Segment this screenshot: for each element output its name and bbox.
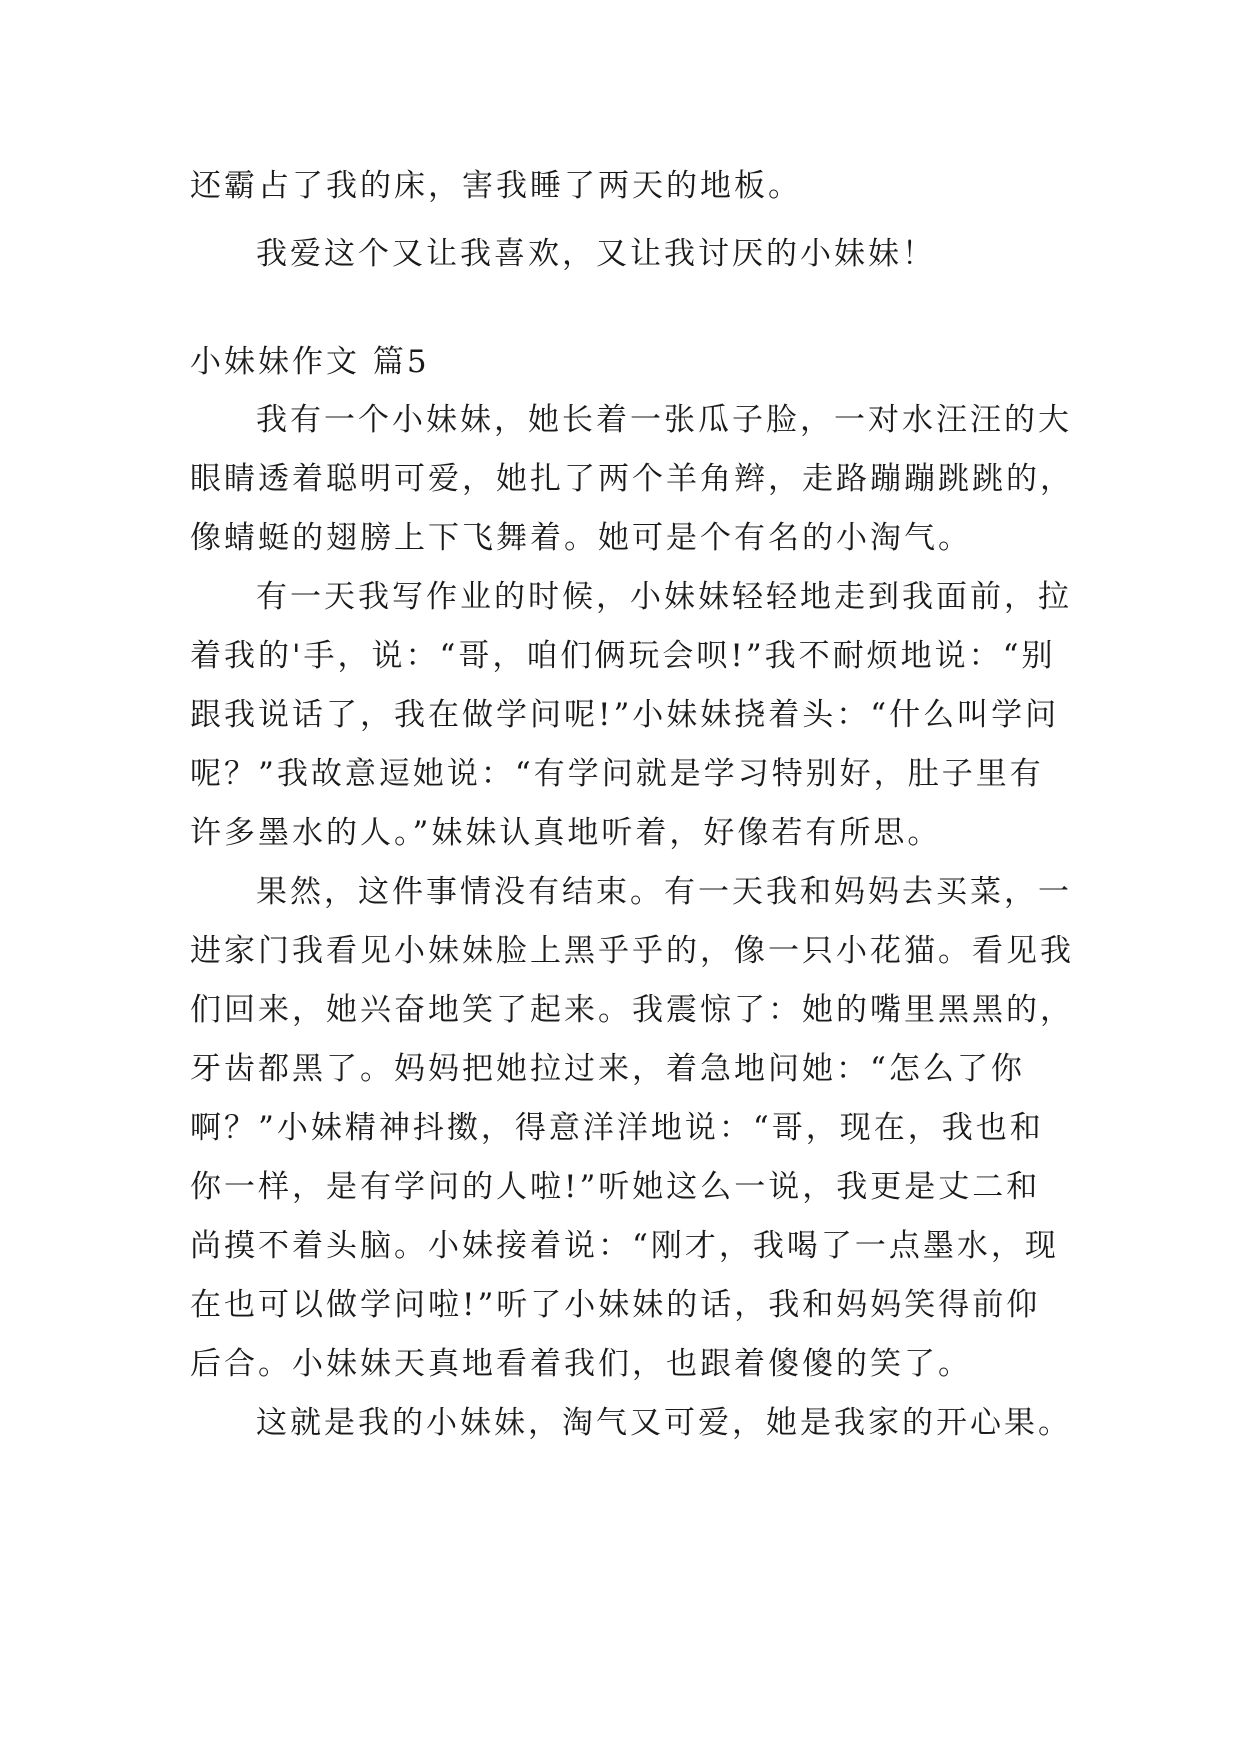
text-line: 跟我说话了，我在做学问呢!”小妹妹挠着头：“什么叫学问 bbox=[190, 697, 1060, 733]
text-line: 许多墨水的人。”妹妹认真地听着，好像若有所思。 bbox=[190, 815, 942, 851]
text-line: 进家门我看见小妹妹脸上黑乎乎的，像一只小花猫。看见我 bbox=[190, 933, 1074, 969]
text-line: 着我的'手，说：“哥，咱们俩玩会呗!”我不耐烦地说：“别 bbox=[190, 638, 1056, 674]
text-line: 我有一个小妹妹，她长着一张瓜子脸，一对水汪汪的大 bbox=[256, 402, 1072, 438]
text-line: 后合。小妹妹天真地看着我们，也跟着傻傻的笑了。 bbox=[190, 1346, 972, 1382]
text-line: 还霸占了我的床，害我睡了两天的地板。 bbox=[190, 168, 802, 204]
text-line: 果然，这件事情没有结束。有一天我和妈妈去买菜，一 bbox=[256, 874, 1072, 910]
section-heading: 小妹妹作文 篇5 bbox=[190, 344, 430, 380]
text-line: 有一天我写作业的时候，小妹妹轻轻地走到我面前，拉 bbox=[256, 579, 1072, 615]
text-line: 眼睛透着聪明可爱，她扎了两个羊角辫，走路蹦蹦跳跳的， bbox=[190, 461, 1074, 497]
text-line: 像蜻蜓的翅膀上下飞舞着。她可是个有名的小淘气。 bbox=[190, 520, 972, 556]
text-line: 牙齿都黑了。妈妈把她拉过来，着急地问她：“怎么了你 bbox=[190, 1051, 1025, 1087]
text-line: 尚摸不着头脑。小妹接着说：“刚才，我喝了一点墨水，现 bbox=[190, 1228, 1059, 1264]
text-line: 呢？”我故意逗她说：“有学问就是学习特别好，肚子里有 bbox=[190, 756, 1044, 792]
text-line: 这就是我的小妹妹，淘气又可爱，她是我家的开心果。 bbox=[256, 1405, 1072, 1441]
text-line: 我爱这个又让我喜欢，又让我讨厌的小妹妹！ bbox=[256, 236, 936, 272]
text-line: 你一样，是有学问的人啦!”听她这么一说，我更是丈二和 bbox=[190, 1169, 1041, 1205]
text-line: 在也可以做学问啦!”听了小妹妹的话，我和妈妈笑得前仰 bbox=[190, 1287, 1041, 1323]
text-line: 们回来，她兴奋地笑了起来。我震惊了：她的嘴里黑黑的， bbox=[190, 992, 1074, 1028]
text-line: 啊？”小妹精神抖擞，得意洋洋地说：“哥，现在，我也和 bbox=[190, 1110, 1044, 1146]
